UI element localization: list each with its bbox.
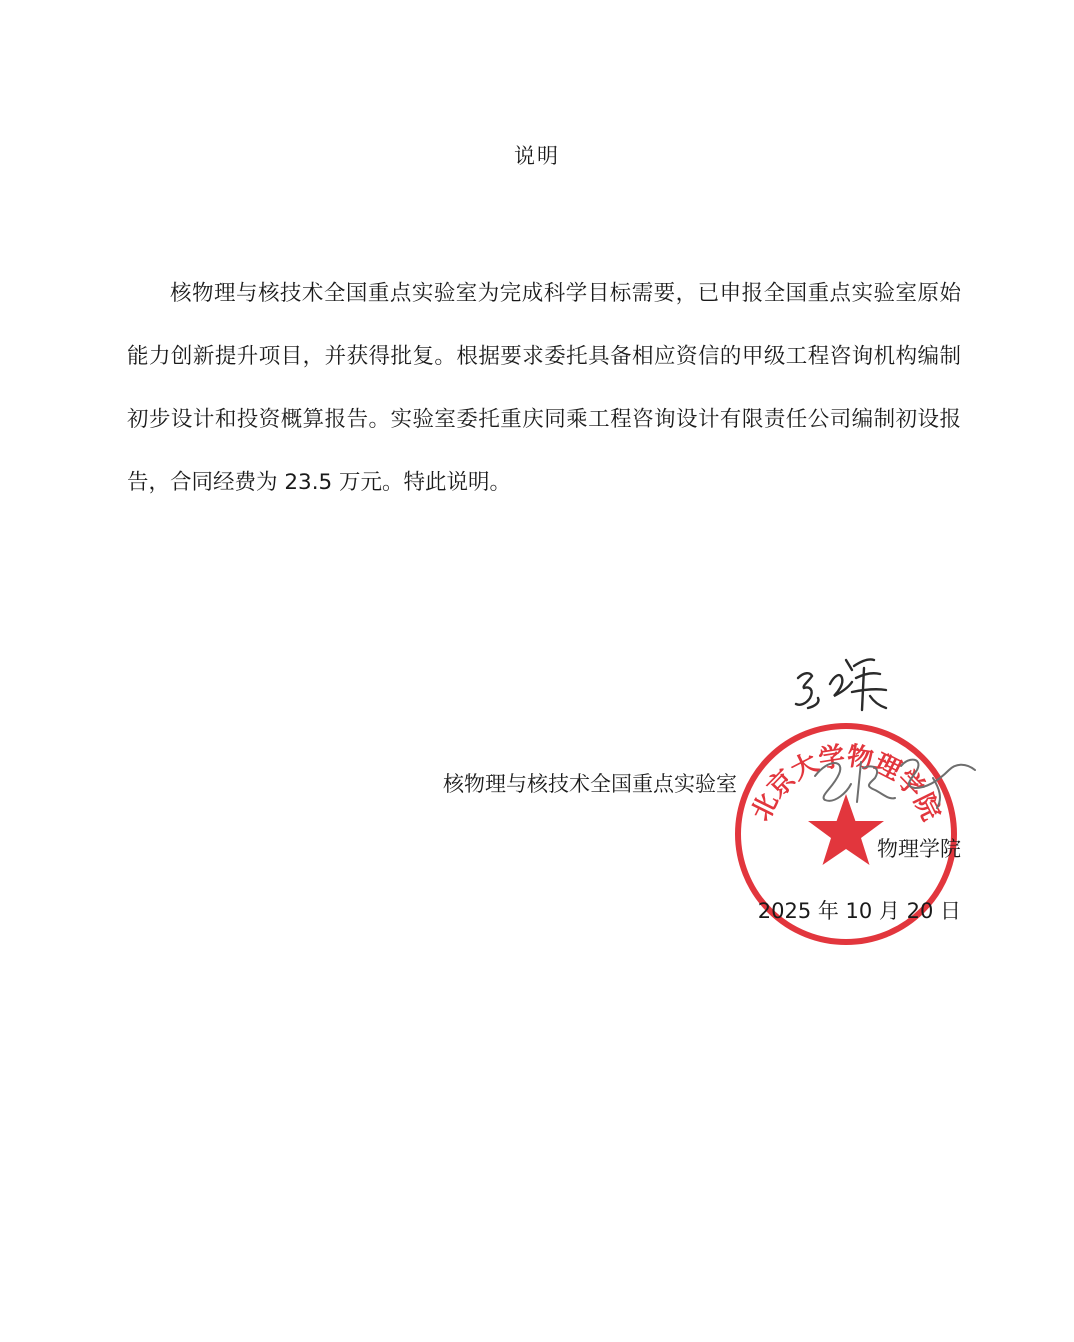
seal-text: 北京大学物理学院	[746, 741, 946, 826]
signature-lab-name: 核物理与核技术全国重点实验室	[443, 772, 737, 796]
pencil-signature	[805, 748, 985, 813]
body-paragraph: 核物理与核技术全国重点实验室为完成科学目标需要，已申报全国重点实验室原始能力创新提升项目，并获得批复。根据要求委托具备相应资信的甲级工程咨询机构编制初步设计和投资概算报告。实验室委托重庆同乘工程咨询设计有限责任公司编制初设报告，合同经费为 23.5 万元。特此说明。	[127, 281, 961, 495]
signature-date: 2025 年 10 月 20 日	[757, 899, 961, 923]
handwritten-signature	[790, 648, 900, 718]
document-title: 说明	[514, 144, 560, 168]
signature-department: 物理学院	[877, 837, 961, 861]
